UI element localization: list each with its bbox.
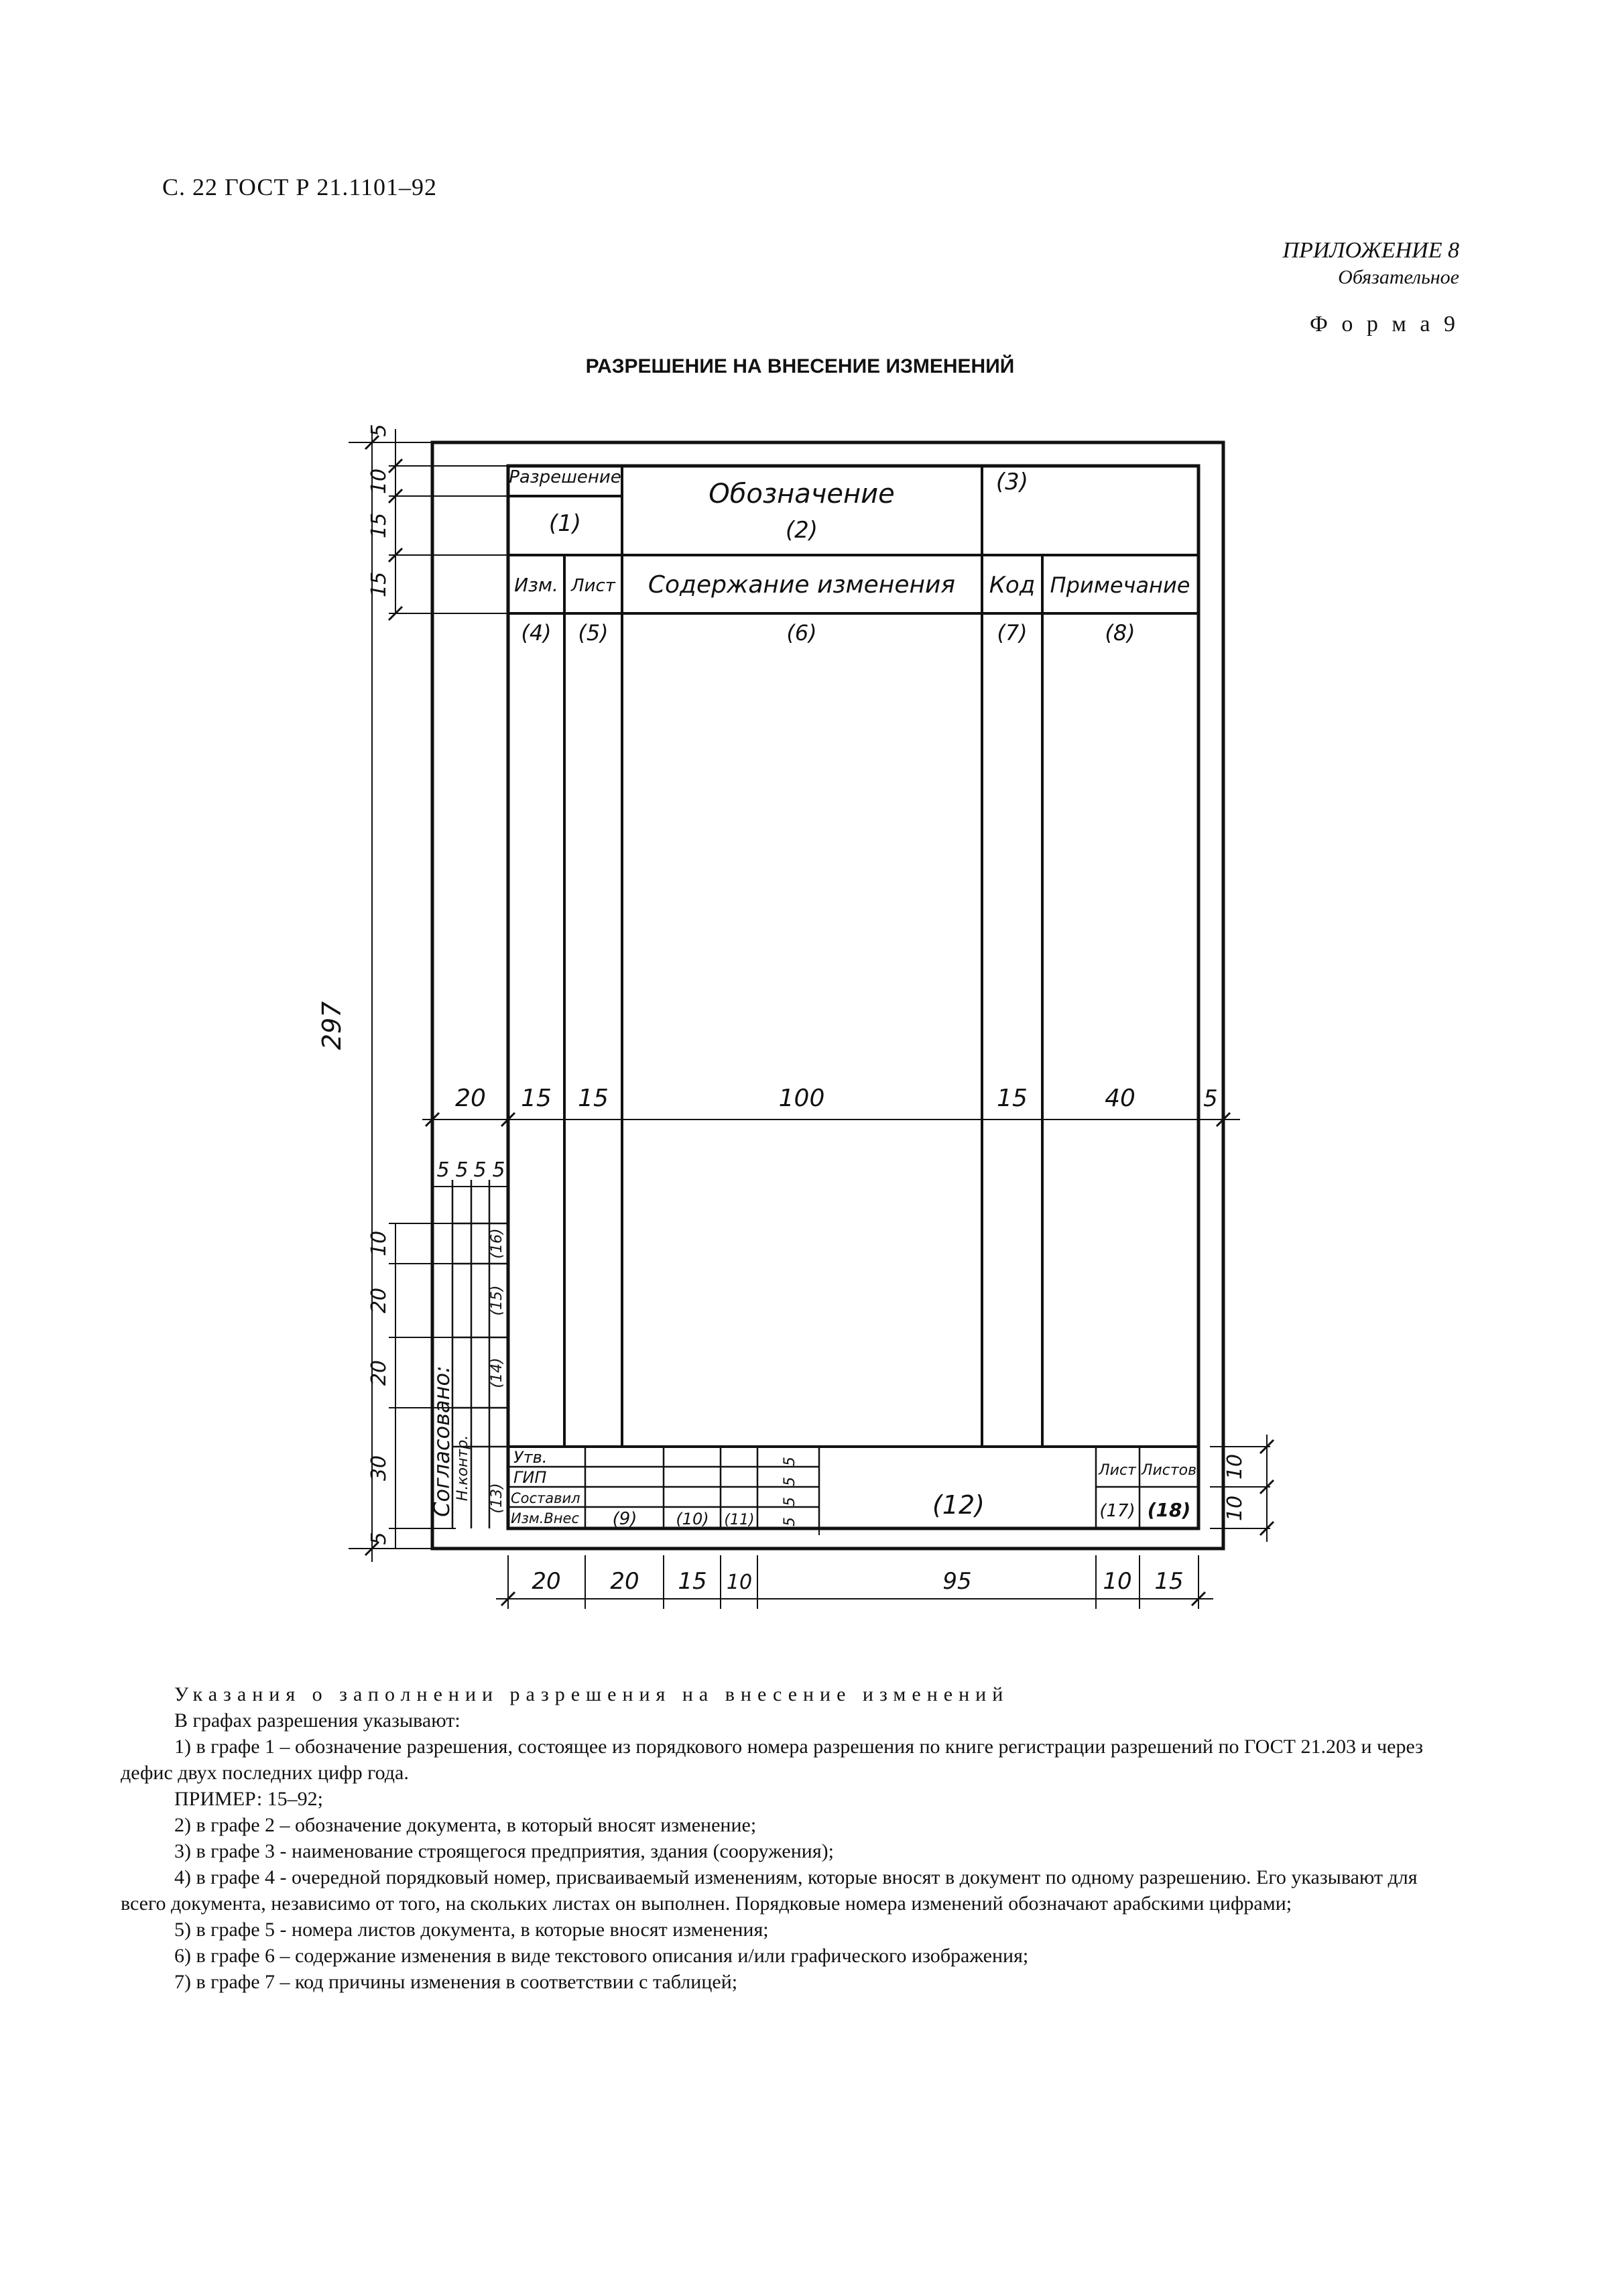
soglasovano-label: Согласовано:	[429, 1366, 454, 1517]
instruction-line: В графах разрешения указывают:	[174, 1709, 460, 1732]
dim-left-bottom: 5	[367, 1532, 391, 1545]
cell-14: (14)	[489, 1357, 505, 1388]
appendix-subtitle: Обязательное	[1338, 266, 1459, 288]
dim-row: 15	[997, 1085, 1028, 1112]
dim-left-top: 15	[367, 512, 391, 539]
cell-12: (12)	[932, 1490, 985, 1520]
inner-frame	[508, 466, 1198, 1528]
form-number: Ф о р м а 9	[1310, 312, 1459, 337]
dim-tb-row: 5	[782, 1517, 798, 1526]
dim-bottom: 15	[1154, 1568, 1184, 1595]
sostavil-label: Составил	[511, 1490, 580, 1506]
cell-17: (17)	[1099, 1501, 1135, 1521]
izm-label: Изм.	[514, 574, 558, 596]
instruction-line: 6) в графе 6 – содержание изменения в виде текстового описания и/или графического изображения;	[174, 1945, 1029, 1967]
appendix-title: ПРИЛОЖЕНИЕ 8	[1282, 238, 1459, 263]
cell-3: (3)	[995, 469, 1029, 495]
instruction-line: 1) в графе 1 – обозначение разрешения, состоящее из порядкового номера разрешения по книге регистрации разрешений по ГОСТ 21.203 и через дефис двух последних цифр года.	[121, 1736, 1423, 1784]
listov-label: Листов	[1141, 1462, 1197, 1479]
instruction-line: 3) в графе 3 - наименование строящегося предприятия, здания (сооружения);	[174, 1840, 834, 1862]
instruction-line: 7) в графе 7 – код причины изменения в соответствии с таблицей;	[174, 1971, 738, 1993]
list-label: Лист	[571, 576, 615, 596]
dim-small: 5	[455, 1158, 469, 1182]
dim-small: 5	[492, 1158, 505, 1182]
cell-15: (15)	[489, 1285, 505, 1316]
dim-row: 5	[1203, 1085, 1218, 1112]
instructions	[121, 1681, 1455, 1995]
dim-tb-row: 5	[782, 1457, 798, 1466]
title-block-grid	[508, 1447, 1198, 1528]
izm-vnes-label: Изм.Внес	[511, 1510, 579, 1526]
cell-9: (9)	[612, 1509, 637, 1529]
dim-bottom: 15	[678, 1568, 707, 1595]
oboznachenie-label: Обозначение	[709, 479, 895, 509]
cell-7: (7)	[997, 620, 1028, 646]
cell-4: (4)	[521, 620, 552, 646]
cell-2: (2)	[785, 517, 818, 544]
dim-left-top: 15	[367, 571, 391, 598]
utv-label: Утв.	[513, 1448, 548, 1467]
dim-small: 5	[436, 1158, 450, 1182]
dim-total-height: 297	[317, 1001, 347, 1050]
dimension-lines	[349, 429, 1270, 1609]
dim-left-top: 10	[367, 468, 391, 495]
dim-bottom: 10	[726, 1571, 753, 1594]
n-kontr-label: Н.контр.	[454, 1435, 471, 1502]
kod-label: Код	[989, 572, 1036, 599]
dim-left-top: 5	[367, 424, 391, 437]
cell-1: (1)	[548, 510, 582, 537]
cell-18: (18)	[1147, 1499, 1191, 1521]
gip-label: ГИП	[513, 1468, 547, 1487]
razreshenie-label: Разрешение	[509, 467, 621, 487]
dim-left-bottom: 10	[367, 1230, 391, 1257]
primechanie-label: Примечание	[1050, 572, 1190, 598]
cell-6: (6)	[786, 620, 817, 646]
page-header: С. 22 ГОСТ Р 21.1101–92	[162, 174, 438, 200]
dimension-ticks	[365, 436, 1274, 1606]
dim-tb-row: 5	[782, 1497, 798, 1506]
dim-right: 10	[1223, 1495, 1247, 1522]
cell-5: (5)	[578, 620, 609, 646]
cell-10: (10)	[676, 1510, 709, 1528]
dim-bottom: 10	[1103, 1568, 1132, 1595]
dim-left-bottom: 20	[367, 1360, 391, 1386]
dim-bottom: 95	[942, 1568, 972, 1595]
dim-left-bottom: 30	[367, 1455, 391, 1482]
cell-11: (11)	[724, 1512, 755, 1528]
dim-bottom: 20	[610, 1568, 639, 1595]
dim-right: 10	[1223, 1453, 1247, 1480]
instruction-line: 2) в графе 2 – обозначение документа, в который вносят изменение;	[174, 1814, 757, 1836]
dim-bottom: 20	[532, 1568, 561, 1595]
dim-left-bottom: 20	[367, 1287, 391, 1314]
form-title: РАЗРЕШЕНИЕ НА ВНЕСЕНИЕ ИЗМЕНЕНИЙ	[585, 355, 1015, 377]
dim-small: 5	[473, 1158, 487, 1182]
dim-row: 15	[578, 1085, 609, 1112]
dim-tb-row: 5	[782, 1477, 798, 1486]
dim-row: 100	[778, 1085, 825, 1112]
soderzhanie-label: Содержание изменения	[648, 571, 956, 599]
dim-row: 40	[1105, 1085, 1135, 1112]
cell-16: (16)	[489, 1228, 505, 1259]
cell-13: (13)	[489, 1483, 505, 1514]
dim-row: 15	[521, 1085, 552, 1112]
instructions-heading: Указания о заполнении разрешения на внесение изменений	[174, 1683, 1009, 1705]
cell-8: (8)	[1105, 620, 1135, 646]
dim-row: 20	[455, 1085, 486, 1112]
instruction-line: 4) в графе 4 - очередной порядковый номер, присваиваемый изменениям, которые вносят в документ по одному разрешению. Его указывают для всего документа, независимо от того, на скольких листах он выполнен. Порядковые номера изменений обозначают арабскими цифрами;	[121, 1866, 1418, 1915]
instruction-line: 5) в графе 5 - номера листов документа, в которые вносят изменения;	[174, 1919, 769, 1941]
outer-frame	[432, 442, 1223, 1549]
list-small-label: Лист	[1099, 1462, 1136, 1479]
instruction-line: ПРИМЕР: 15–92;	[174, 1788, 323, 1810]
